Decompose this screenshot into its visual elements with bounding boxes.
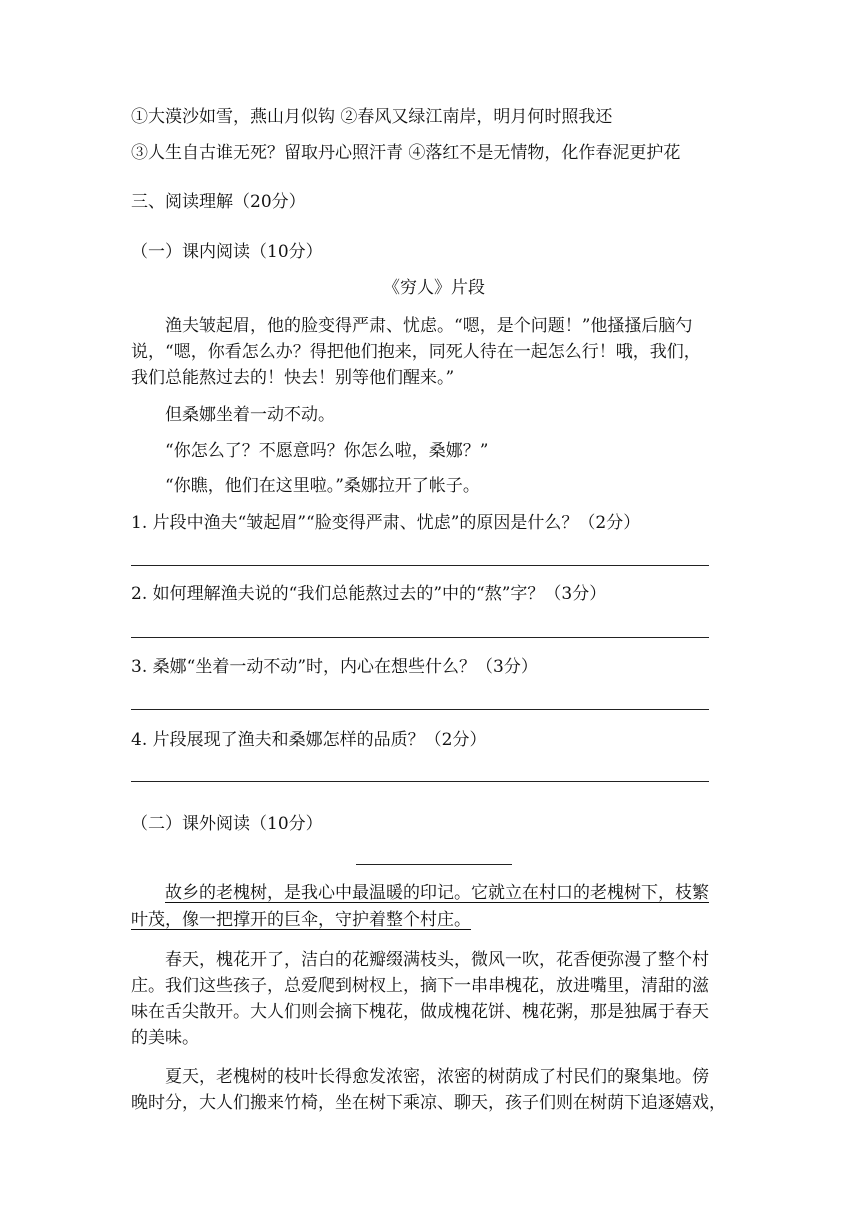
passage-line: 但桑娜坐着一动不动。 [165, 405, 335, 425]
answer-line-4[interactable] [131, 781, 709, 782]
passage-line: “你瞧，他们在这里啦。”桑娜拉开了帐子。 [165, 476, 480, 496]
part-1-heading: （一）课内阅读（10分） [131, 242, 323, 262]
passage-line: 我们总能熬过去的！快去！别等他们醒来。” [131, 368, 455, 388]
question-2: 2. 如何理解渔夫说的“我们总能熬过去的”中的“熬”字？（3分） [131, 584, 607, 604]
reading-line-underlined: 叶茂，像一把撑开的巨伞，守护着整个村庄。 [131, 910, 471, 930]
answer-line-1[interactable] [131, 565, 709, 566]
part-2-heading: （二）课外阅读（10分） [131, 814, 323, 834]
section-3-heading: 三、阅读理解（20分） [131, 192, 306, 212]
passage-line: 说，“嗯，你看怎么办？得把他们抱来，同死人待在一起怎么行！哦，我们， [131, 342, 701, 362]
title-blank-line[interactable] [356, 864, 512, 865]
question-1: 1. 片段中渔夫“皱起眉”“脸变得严肃、忧虑”的原因是什么？（2分） [131, 513, 641, 533]
passage-line: 渔夫皱起眉，他的脸变得严肃、忧虑。“嗯，是个问题！”他搔搔后脑勺 [165, 316, 693, 336]
passage-line: “你怎么了？不愿意吗？你怎么啦，桑娜？” [165, 441, 489, 461]
answer-line-3[interactable] [131, 709, 709, 710]
question-3: 3. 桑娜“坐着一动不动”时，内心在想些什么？（3分） [131, 657, 538, 677]
reading-line: 春天，槐花开了，洁白的花瓣缀满枝头，微风一吹，花香便弥漫了整个村 [165, 950, 709, 970]
poem-options-line-2: ③人生自古谁无死？留取丹心照汗青 ④落红不是无情物，化作春泥更护花 [131, 143, 681, 163]
reading-line: 味在舌尖散开。大人们则会摘下槐花，做成槐花饼、槐花粥，那是独属于春天 [131, 1002, 709, 1022]
poem-options-line-1: ①大漠沙如雪，燕山月似钩 ②春风又绿江南岸，明月何时照我还 [131, 107, 613, 127]
passage-title: 《穷人》片段 [383, 278, 485, 298]
reading-line-underlined: 故乡的老槐树，是我心中最温暖的印记。它就立在村口的老槐树下，枝繁 [165, 883, 709, 903]
reading-line: 夏天，老槐树的枝叶长得愈发浓密，浓密的树荫成了村民们的聚集地。傍 [165, 1067, 709, 1087]
reading-line: 晚时分，大人们搬来竹椅，坐在树下乘凉、聊天，孩子们则在树荫下追逐嬉戏， [131, 1093, 726, 1113]
question-4: 4. 片段展现了渔夫和桑娜怎样的品质？（2分） [131, 730, 487, 750]
reading-line: 的美味。 [131, 1028, 199, 1048]
reading-line: 庄。我们这些孩子，总爱爬到树杈上，摘下一串串槐花，放进嘴里，清甜的滋 [131, 976, 709, 996]
answer-line-2[interactable] [131, 637, 709, 638]
